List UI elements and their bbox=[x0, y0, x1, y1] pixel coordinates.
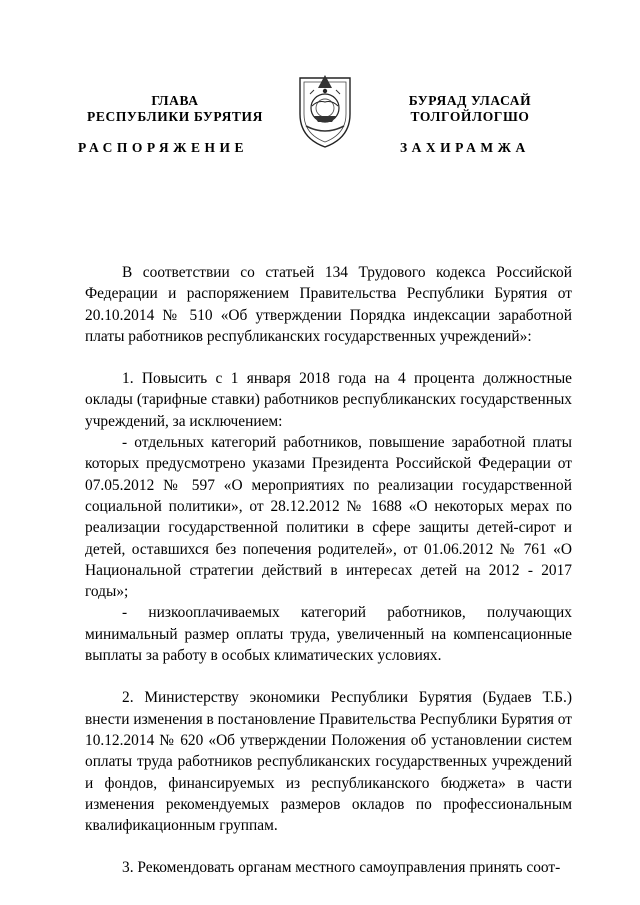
issuer-block-buryat bbox=[360, 93, 580, 125]
intro-paragraph: В соответствии со статьей 134 Трудового кодекса Российской Федерации и распоряжением Правительства Республики Бурятия от 20.10.2014 № 510 «Об утверждении Порядка индексации заработной платы работников республиканских государственных учреждений»: bbox=[85, 264, 572, 345]
document-body bbox=[85, 262, 572, 879]
issuer-block-russian bbox=[60, 93, 290, 125]
item-1-exception-2: - низкооплачиваемых категорий работников, получающих минимальный размер оплаты труда, увеличенный на компенсационные выплаты за работу в особых климатических условиях. bbox=[85, 604, 572, 665]
item-1-paragraph: 1. Повысить с 1 января 2018 года на 4 процента должностные оклады (тарифные ставки) работников республиканских государственных учреждений, за исключением: bbox=[85, 370, 572, 430]
document-type-buryat: ЗАХИРАМЖА bbox=[400, 140, 530, 155]
issuer-title-buryat-line2: ТОЛГОЙЛОГШО bbox=[410, 109, 530, 124]
issuer-title-line1: ГЛАВА bbox=[151, 93, 199, 108]
item-2-paragraph: 2. Министерству экономики Республики Бурятия (Будаев Т.Б.) внести изменения в постановление Правительства Республики Бурятия от 10.12.2014 № 620 «Об утверждении Положения об установлении систем оплаты труда работников республиканских государственных учреждений и фондов, финансируемых из республиканского бюджета» в части изменения рекомендуемых размеров окладов по профессиональным квалификационным группам. bbox=[85, 689, 572, 835]
item-3-paragraph: 3. Рекомендовать органам местного самоуправления принять соот- bbox=[122, 859, 561, 877]
issuer-title-buryat-line1: БУРЯАД УЛАСАЙ bbox=[408, 93, 532, 108]
item-1-exception-1: - отдельных категорий работников, повышение заработной платы которых предусмотрено указами Президента Российской Федерации от 07.05.2012 № 597 «О мероприятиях по реализации государственной социальной политики», от 28.12.2012 № 1688 «О некоторых мерах по реализации государственной политики в сфере защиты детей-сирот и детей, оставшихся без попечения родителей», от 01.06.2012 № 761 «О Национальной стратегии действий в интересах детей на 2012 - 2017 годы»; bbox=[85, 434, 572, 601]
coat-of-arms-icon bbox=[292, 70, 358, 150]
document-type-russian: РАСПОРЯЖЕНИЕ bbox=[78, 140, 249, 155]
issuer-title-line2: РЕСПУБЛИКИ БУРЯТИЯ bbox=[87, 109, 263, 124]
